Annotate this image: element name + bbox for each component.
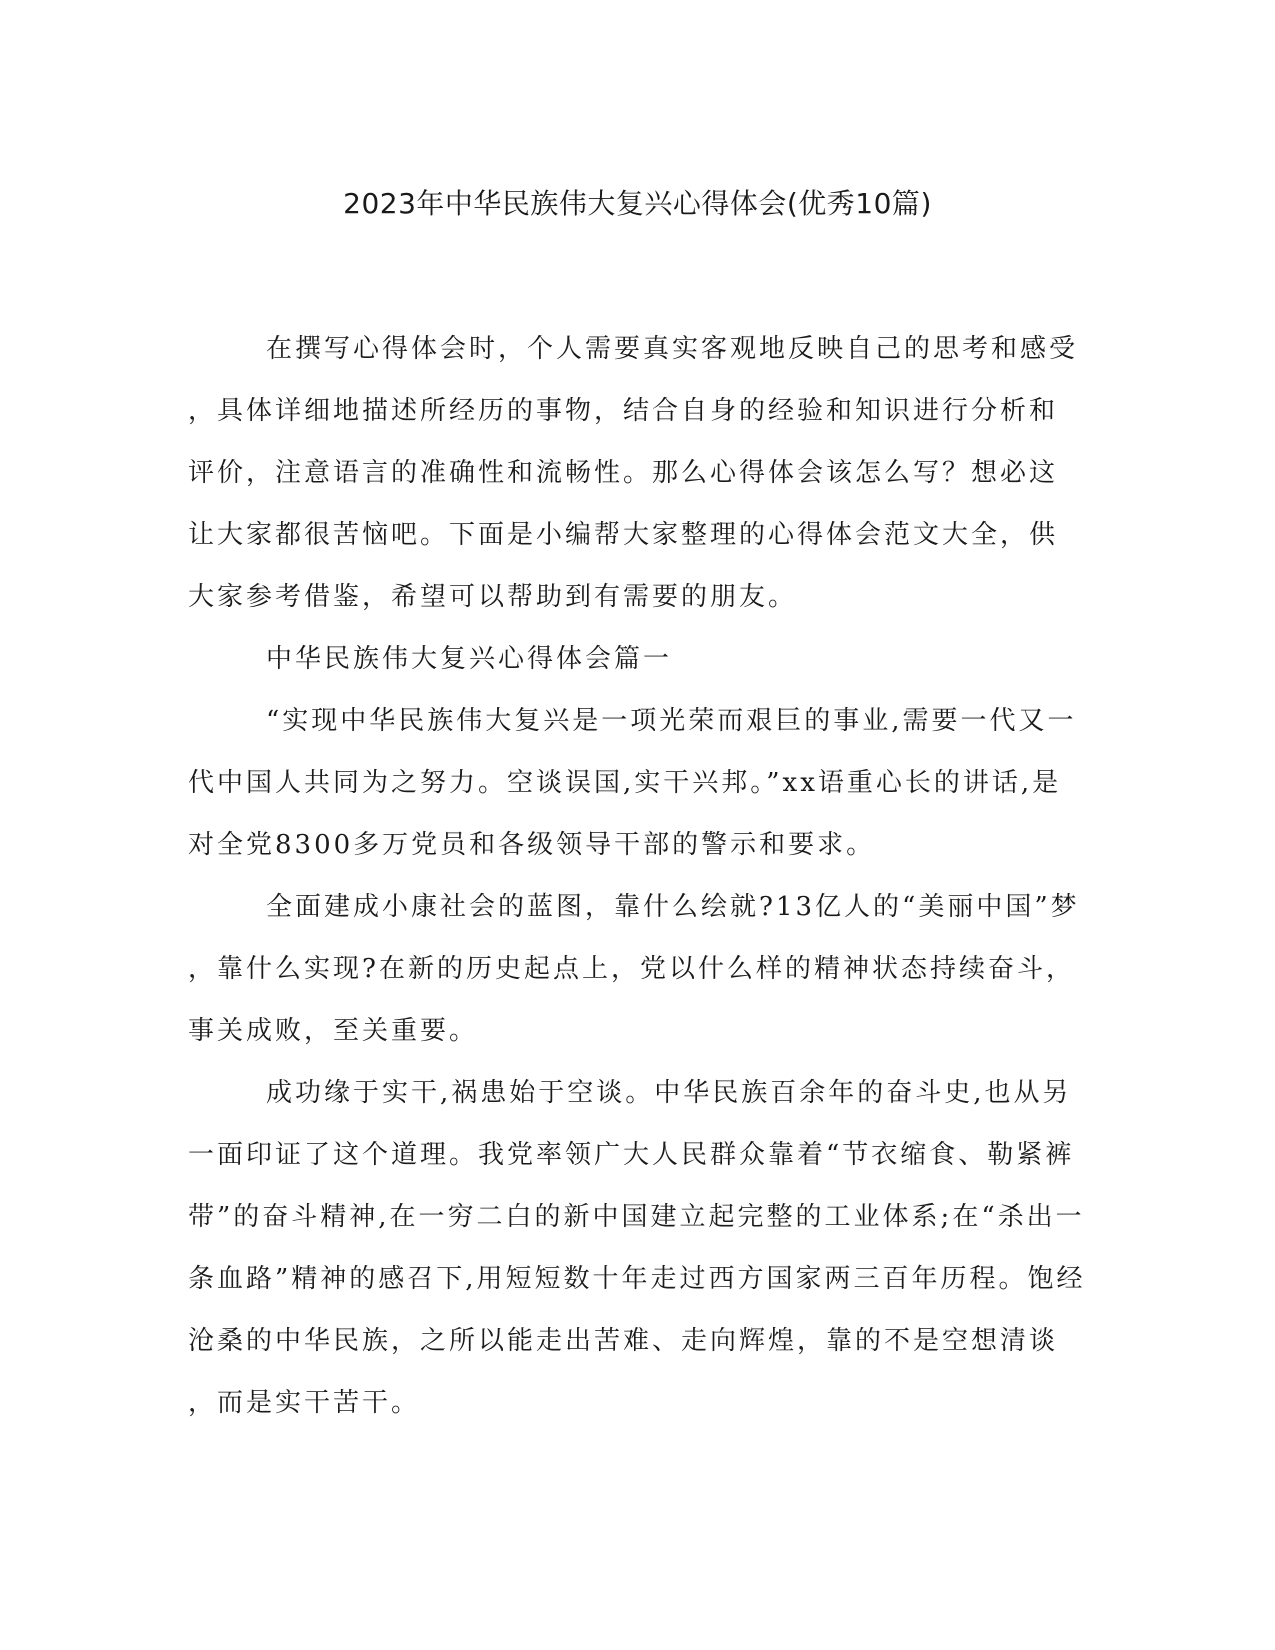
paragraph-line: 沧桑的中华民族，之所以能走出苦难、走向辉煌，靠的不是空想清谈	[188, 1326, 1059, 1356]
paragraph-line: 一面印证了这个道理。我党率领广大人民群众靠着“节衣缩食、勒紧裤	[188, 1140, 1075, 1170]
document-body	[188, 318, 1088, 1434]
intro-paragraph-line: 评价，注意语言的准确性和流畅性。那么心得体会该怎么写？想必这	[188, 458, 1059, 488]
paragraph-line: 全面建成小康社会的蓝图，靠什么绘就?13亿人的“美丽中国”梦	[266, 892, 1080, 922]
document-title: 2023年中华民族伟大复兴心得体会(优秀10篇)	[343, 187, 932, 220]
paragraph-line: 代中国人共同为之努力。空谈误国,实干兴邦。”xx语重心长的讲话,是	[188, 768, 1062, 798]
intro-paragraph-line: 让大家都很苦恼吧。下面是小编帮大家整理的心得体会范文大全，供	[188, 520, 1059, 550]
section-heading: 中华民族伟大复兴心得体会篇一	[266, 644, 673, 674]
paragraph-line: “实现中华民族伟大复兴是一项光荣而艰巨的事业,需要一代又一	[266, 706, 1077, 736]
intro-paragraph-line: 在撰写心得体会时，个人需要真实客观地反映自己的思考和感受	[266, 334, 1079, 364]
paragraph-line: ，靠什么实现?在新的历史起点上，党以什么样的精神状态持续奋斗，	[188, 954, 1075, 984]
paragraph-line: ，而是实干苦干。	[188, 1388, 421, 1418]
intro-paragraph-line: 大家参考借鉴，希望可以帮助到有需要的朋友。	[188, 582, 798, 612]
paragraph-line: 对全党8300多万党员和各级领导干部的警示和要求。	[188, 830, 876, 860]
paragraph-line: 条血路”精神的感召下,用短短数十年走过西方国家两三百年历程。饱经	[188, 1264, 1086, 1294]
intro-paragraph-line: ，具体详细地描述所经历的事物，结合自身的经验和知识进行分析和	[188, 396, 1059, 426]
paragraph-line: 事关成败，至关重要。	[188, 1016, 479, 1046]
paragraph-line: 成功缘于实干,祸患始于空谈。中华民族百余年的奋斗史,也从另	[266, 1078, 1072, 1108]
paragraph-line: 带”的奋斗精神,在一穷二白的新中国建立起完整的工业体系;在“杀出一	[188, 1202, 1085, 1232]
